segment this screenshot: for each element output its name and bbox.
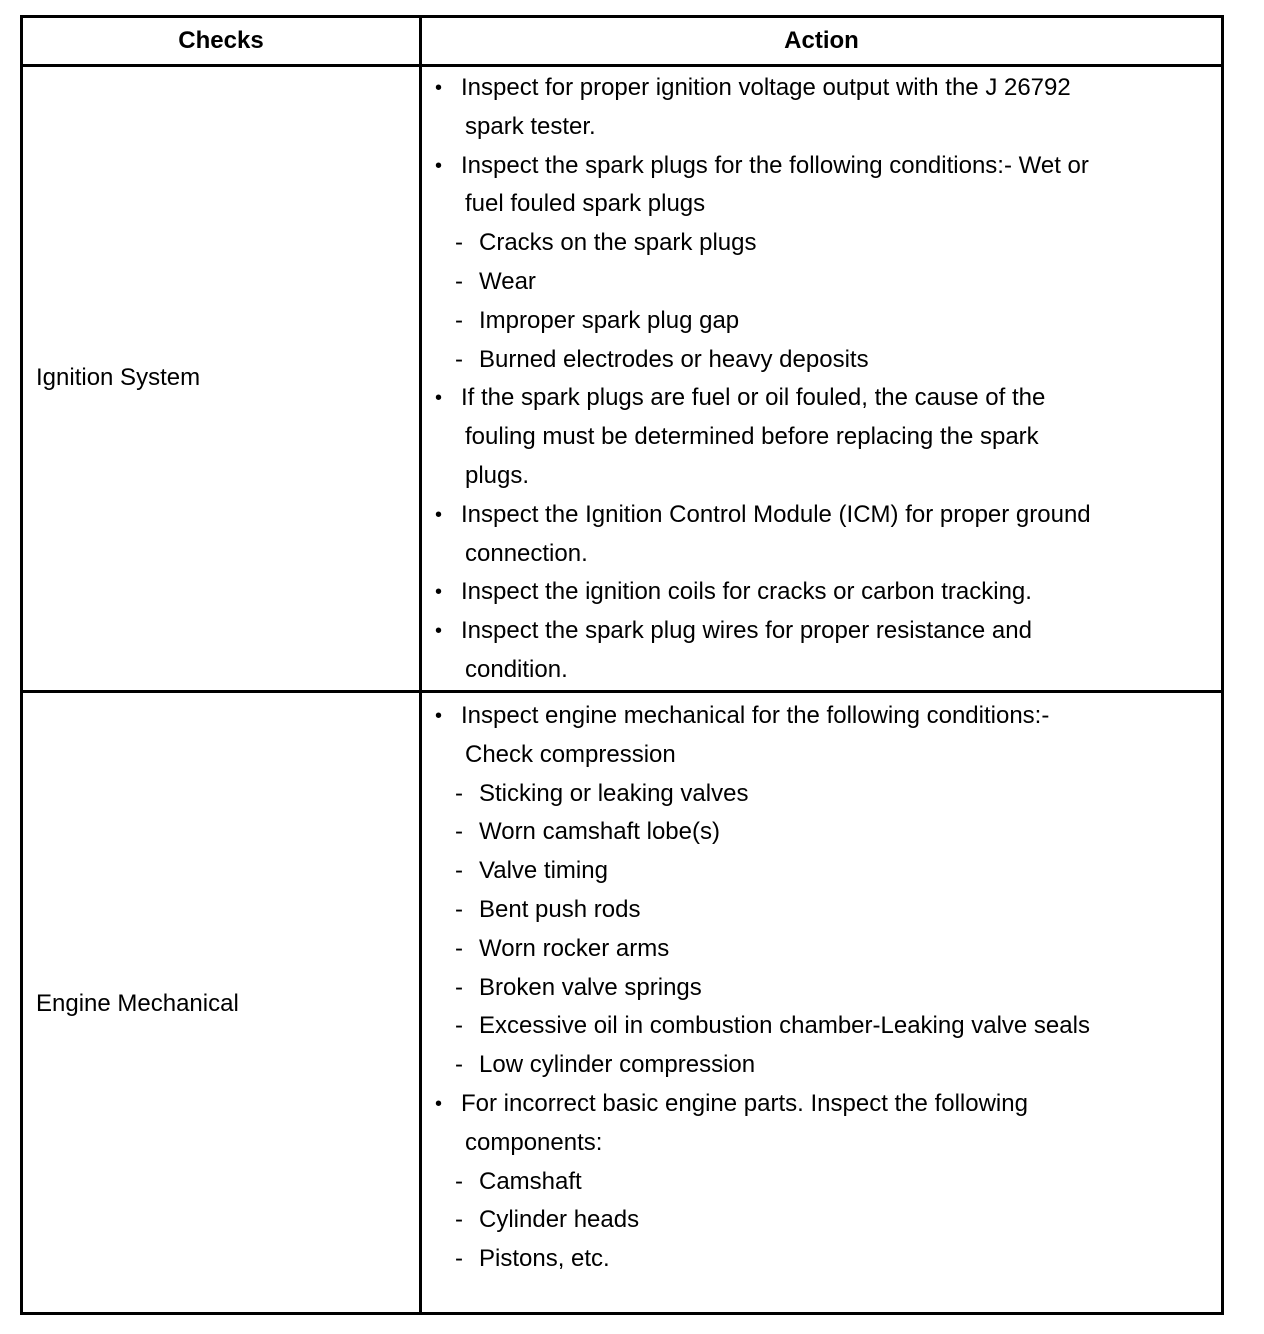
row-divider bbox=[23, 690, 1221, 693]
action-list-ignition-system bbox=[435, 69, 1203, 690]
action-sub-item bbox=[435, 1201, 1203, 1240]
dash-marker: - bbox=[455, 229, 463, 257]
checks-table bbox=[20, 15, 1224, 1315]
action-sub-item bbox=[435, 852, 1203, 891]
dash-marker: - bbox=[455, 345, 463, 373]
action-sub-item-text: Cracks on the spark plugs bbox=[479, 229, 757, 257]
action-sub-item bbox=[435, 1046, 1203, 1085]
check-label-ignition-system: Ignition System bbox=[36, 364, 201, 391]
action-sub-item bbox=[435, 1007, 1203, 1046]
action-bullet-item: • If the spark plugs are fuel or oil fouled, the cause of the bbox=[435, 379, 1203, 418]
dash-marker: - bbox=[455, 895, 463, 923]
dash-marker: - bbox=[455, 1167, 463, 1195]
dash-marker: - bbox=[455, 857, 463, 885]
dash-marker: - bbox=[455, 1206, 463, 1234]
dash-marker: - bbox=[455, 1012, 463, 1040]
action-sub-item bbox=[435, 1240, 1203, 1279]
action-sub-item bbox=[435, 263, 1203, 302]
action-bullet-item: • Inspect for proper ignition voltage output with the J 26792 bbox=[435, 69, 1203, 108]
action-sub-item-text: Valve timing bbox=[479, 857, 608, 885]
dash-marker: - bbox=[455, 306, 463, 334]
action-bullet-item: • For incorrect basic engine parts. Inspect the following bbox=[435, 1085, 1203, 1124]
action-sub-item-text: Sticking or leaking valves bbox=[479, 779, 749, 807]
action-item-continuation: spark tester. bbox=[465, 112, 596, 140]
column-divider bbox=[419, 18, 422, 1312]
action-sub-item-text: Cylinder heads bbox=[479, 1206, 640, 1234]
action-sub-item bbox=[435, 775, 1203, 814]
action-sub-item-text: Broken valve springs bbox=[479, 973, 702, 1001]
action-sub-item bbox=[435, 969, 1203, 1008]
action-sub-item-text: Burned electrodes or heavy deposits bbox=[479, 345, 869, 373]
action-sub-item bbox=[435, 813, 1203, 852]
action-sub-item-text: Pistons, etc. bbox=[479, 1245, 610, 1273]
action-sub-item-text: Bent push rods bbox=[479, 895, 641, 923]
action-item-continuation: condition. bbox=[465, 655, 568, 683]
check-label-engine-mechanical: Engine Mechanical bbox=[36, 990, 239, 1017]
action-bullet-item: • Inspect the ignition coils for cracks or carbon tracking. bbox=[435, 573, 1203, 612]
action-bullet-item: • Inspect engine mechanical for the following conditions:- bbox=[435, 697, 1203, 736]
action-sub-item-text: Excessive oil in combustion chamber-Leaking valve seals bbox=[479, 1012, 1090, 1040]
dash-marker: - bbox=[455, 267, 463, 295]
action-list-engine-mechanical bbox=[435, 697, 1203, 1279]
dash-marker: - bbox=[455, 1245, 463, 1273]
action-item-continuation: components: bbox=[465, 1128, 603, 1156]
action-sub-item bbox=[435, 341, 1203, 380]
action-sub-item-text: Improper spark plug gap bbox=[479, 306, 740, 334]
action-bullet-item: • Inspect the spark plug wires for proper resistance and bbox=[435, 612, 1203, 651]
action-sub-item-text: Worn rocker arms bbox=[479, 934, 670, 962]
action-sub-item bbox=[435, 1163, 1203, 1202]
dash-marker: - bbox=[455, 779, 463, 807]
action-sub-item-text: Worn camshaft lobe(s) bbox=[479, 818, 720, 846]
action-bullet-item: • Inspect the spark plugs for the following conditions:- Wet or bbox=[435, 147, 1203, 186]
action-sub-item-text: Camshaft bbox=[479, 1167, 582, 1195]
dash-marker: - bbox=[455, 818, 463, 846]
action-sub-item bbox=[435, 302, 1203, 341]
action-item-continuation: plugs. bbox=[465, 461, 530, 489]
dash-marker: - bbox=[455, 973, 463, 1001]
action-item-continuation: fuel fouled spark plugs bbox=[465, 190, 706, 218]
dash-marker: - bbox=[455, 934, 463, 962]
header-divider bbox=[23, 64, 1221, 67]
action-sub-item bbox=[435, 930, 1203, 969]
action-item-continuation: connection. bbox=[465, 539, 588, 567]
action-bullet-item: • Inspect the Ignition Control Module (ICM) for proper ground bbox=[435, 496, 1203, 535]
header-action: Action bbox=[784, 27, 859, 54]
action-sub-item-text: Low cylinder compression bbox=[479, 1051, 756, 1079]
action-item-continuation: Check compression bbox=[465, 740, 676, 768]
action-sub-item bbox=[435, 891, 1203, 930]
dash-marker: - bbox=[455, 1051, 463, 1079]
header-checks: Checks bbox=[178, 27, 264, 54]
action-sub-item bbox=[435, 224, 1203, 263]
action-item-continuation: fouling must be determined before replacing the spark bbox=[465, 423, 1039, 451]
action-sub-item-text: Wear bbox=[479, 267, 536, 295]
